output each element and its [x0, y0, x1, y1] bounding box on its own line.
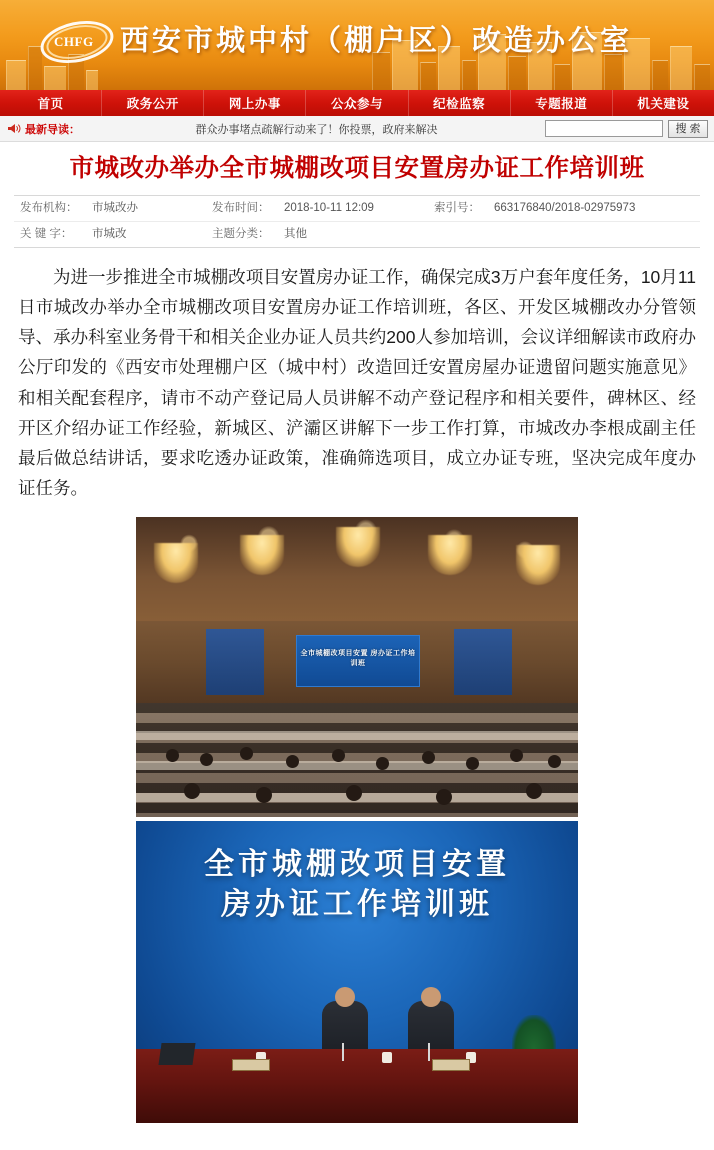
latest-label: 最新导读：	[25, 123, 80, 136]
article-meta-table	[14, 195, 700, 249]
page-title: 市城改办举办全市城棚改项目安置房办证工作培训班	[69, 155, 645, 182]
site-banner	[0, 0, 714, 90]
meta-row-1	[14, 195, 700, 221]
nav-item-affairs[interactable]: 政务公开	[102, 90, 204, 116]
news-ticker-link[interactable]: 群众办事堵点疏解行动来了！你投票，政府来解决	[195, 123, 438, 136]
main-navigation[interactable]	[0, 90, 714, 116]
nav-item-building[interactable]: 机关建设	[637, 97, 690, 111]
hall-screen-text: 全市城棚改项目安置 房办证工作培训班	[300, 649, 416, 668]
head-table	[136, 1049, 578, 1123]
meta-publisher-value: 市城改办	[92, 201, 138, 214]
article-photos	[0, 513, 714, 1123]
nav-item-inspect[interactable]: 纪检监察	[409, 90, 511, 116]
news-search-bar	[0, 116, 714, 142]
article-container	[0, 142, 714, 513]
meta-category-value: 其他	[278, 221, 700, 247]
speaker-icon	[6, 121, 22, 137]
meta-row-2	[14, 221, 700, 247]
hall-screen	[296, 635, 420, 687]
head-table-photo	[136, 821, 578, 1123]
meta-category-key: 主题分类：	[206, 221, 278, 247]
meta-index-key: 索引号：	[434, 201, 480, 214]
nav-item-public[interactable]: 公众参与	[306, 90, 408, 116]
meta-index-value: 663176840/2018-02975973	[494, 201, 636, 214]
meta-keywords-value: 市城改	[86, 221, 206, 247]
meta-publisher-key: 发布机构：	[20, 201, 78, 214]
site-title: 西安市城中村（棚户区）改造办公室	[120, 25, 633, 57]
meta-time-value: 2018-10-11 12:09	[284, 201, 374, 214]
search-button[interactable]: 搜 索	[668, 120, 708, 138]
backdrop-title-line1: 全市城棚改项目安置	[204, 847, 510, 881]
article-body: 为进一步推进全市城棚改项目安置房办证工作，确保完成3万户套年度任务，10月11日市城改办举办全市城棚改项目安置房办证工作培训班，各区、开发区城棚改办分管领导、承办科室业务骨干和相关企业办证人员共约200人参加培训，会议详细解读市政府办公厅印发的《西安市处理棚户区（城中村）改造回迁安置房屋办证遗留问题实施意见》和相关配套程序，请市不动产登记局人员讲解不动产登记程序和相关要件，碑林区、经开区介绍办证工作经验，新城区、浐灞区讲解下一步工作打算，市城改办李根成副主任最后做总结讲话，要求吃透办证政策，准确筛选项目，成立办证专班，坚决完成年度办证任务。	[18, 267, 696, 498]
conference-hall-photo	[136, 517, 578, 817]
site-logo[interactable]	[40, 16, 118, 68]
meta-keywords-key: 关 键 字：	[14, 221, 86, 247]
meta-time-key: 发布时间：	[212, 201, 270, 214]
logo-text: CHFG	[54, 34, 94, 49]
search-input[interactable]	[545, 120, 663, 137]
laptop	[158, 1043, 195, 1065]
nameplate-right	[432, 1059, 470, 1071]
nav-item-home[interactable]: 首页	[0, 90, 102, 116]
backdrop-title-line2: 房办证工作培训班	[221, 888, 493, 922]
nav-item-online[interactable]: 网上办事	[204, 90, 306, 116]
nameplate-left	[232, 1059, 270, 1071]
nav-item-special[interactable]: 专题报道	[511, 90, 613, 116]
backdrop-title	[136, 845, 578, 926]
